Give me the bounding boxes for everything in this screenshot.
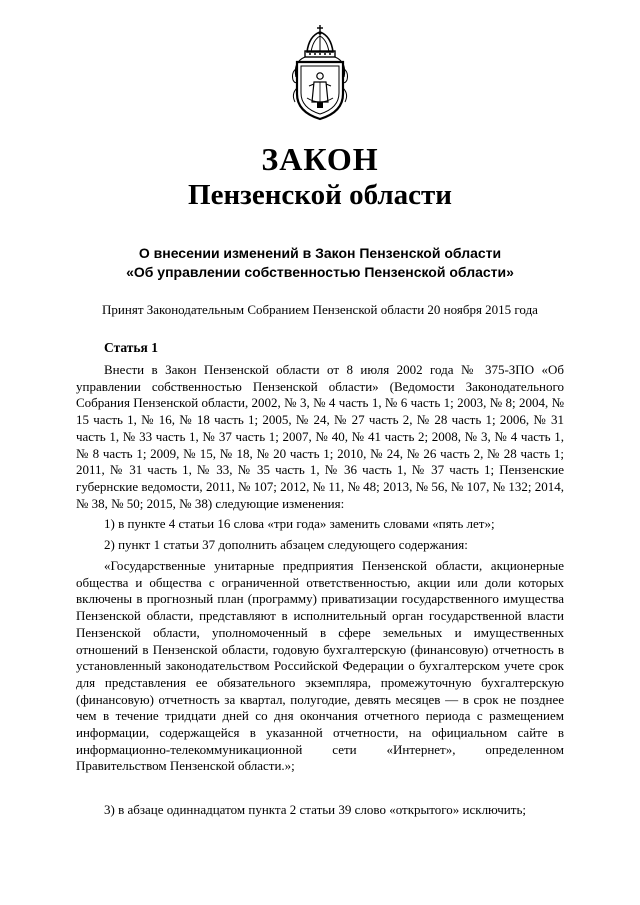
law-subject <box>0 244 640 282</box>
law-subject-line-2: «Об управлении собственностью Пензенской области» <box>126 264 514 280</box>
article-intro-text: Внести в Закон Пензенской области от 8 июля 2002 года № 375-ЗПО «Об управлении собственностью Пензенской области» (Ведомости Законодательного Собрания Пензенской области, 2002, № 3, № 4 часть 1, № 6 часть 1; 2003, № 8; 2004, № 15 часть 1, № 16, № 18 часть 1; 2005, № 24, № 27 часть 2, № 28 часть 1; 2006, № 31 часть 1, № 33 часть 1, № 37 часть 1; 2007, № 40, № 41 часть 2; 2008, № 3, № 4 часть 1, № 8 часть 1; 2009, № 15, № 18, № 20 часть 1; 2010, № 24, № 26 часть 2, № 28 часть 1; 2011, № 31 часть 1, № 33, № 35 часть 1, № 36 часть 1, № 37 часть 1; Пензенские губернские ведомости, 2011, № 107; 2012, № 11, № 48; 2013, № 56, № 107, № 132; 2014, № 38, № 50; 2015, № 38) следующие изменения: <box>76 362 564 511</box>
amendment-item-1 <box>76 516 564 533</box>
adoption-note: Принят Законодательным Собранием Пензенской области 20 ноября 2015 года <box>102 302 538 317</box>
amendment-quote <box>76 558 564 775</box>
document-title: ЗАКОН <box>261 141 379 177</box>
amendment-item-3-text: 3) в абзаце одиннадцатом пункта 2 статьи 39 слово «открытого» исключить; <box>104 802 526 817</box>
article-intro <box>76 362 564 512</box>
article-heading: Статья 1 <box>104 340 158 355</box>
law-subject-line-1: О внесении изменений в Закон Пензенской области <box>138 245 502 261</box>
amendment-item-1-text: 1) в пункте 4 статьи 16 слова «три года» заменить словами «пять лет»; <box>104 516 495 531</box>
amendment-item-3 <box>76 802 564 819</box>
amendment-item-2 <box>76 537 564 554</box>
document-region: Пензенской области <box>188 179 452 211</box>
amendment-quote-text: «Государственные унитарные предприятия Пензенской области, акционерные общества и общества с ограниченной ответственностью, акции или доли которых включены в прогнозный план (программу) приватизации государственного имущества Пензенской области, представляют в исполнительный орган государственной власти Пензенской области, уполномоченный в сфере земельных и имущественных отношений в Пензенской области, годовую бухгалтерскую (финансовую) отчетность в установленный законодательством Российской Федерации о бухгалтерском учете срок для представления ее обязательного экземпляра, промежуточную бухгалтерскую (финансовую) отчетность за квартал, полугодие, девять месяцев — в срок не позднее чем в течение тридцати дней со дня окончания отчетного периода с размещением информации, содержащейся в указанной отчетности, на официальном сайте в информационно-телекоммуникационной сети «Интернет», определенном Правительством Пензенской области.»; <box>76 558 564 774</box>
coat-of-arms-icon <box>287 22 353 122</box>
amendment-item-2-text: 2) пункт 1 статьи 37 дополнить абзацем следующего содержания: <box>104 537 468 552</box>
